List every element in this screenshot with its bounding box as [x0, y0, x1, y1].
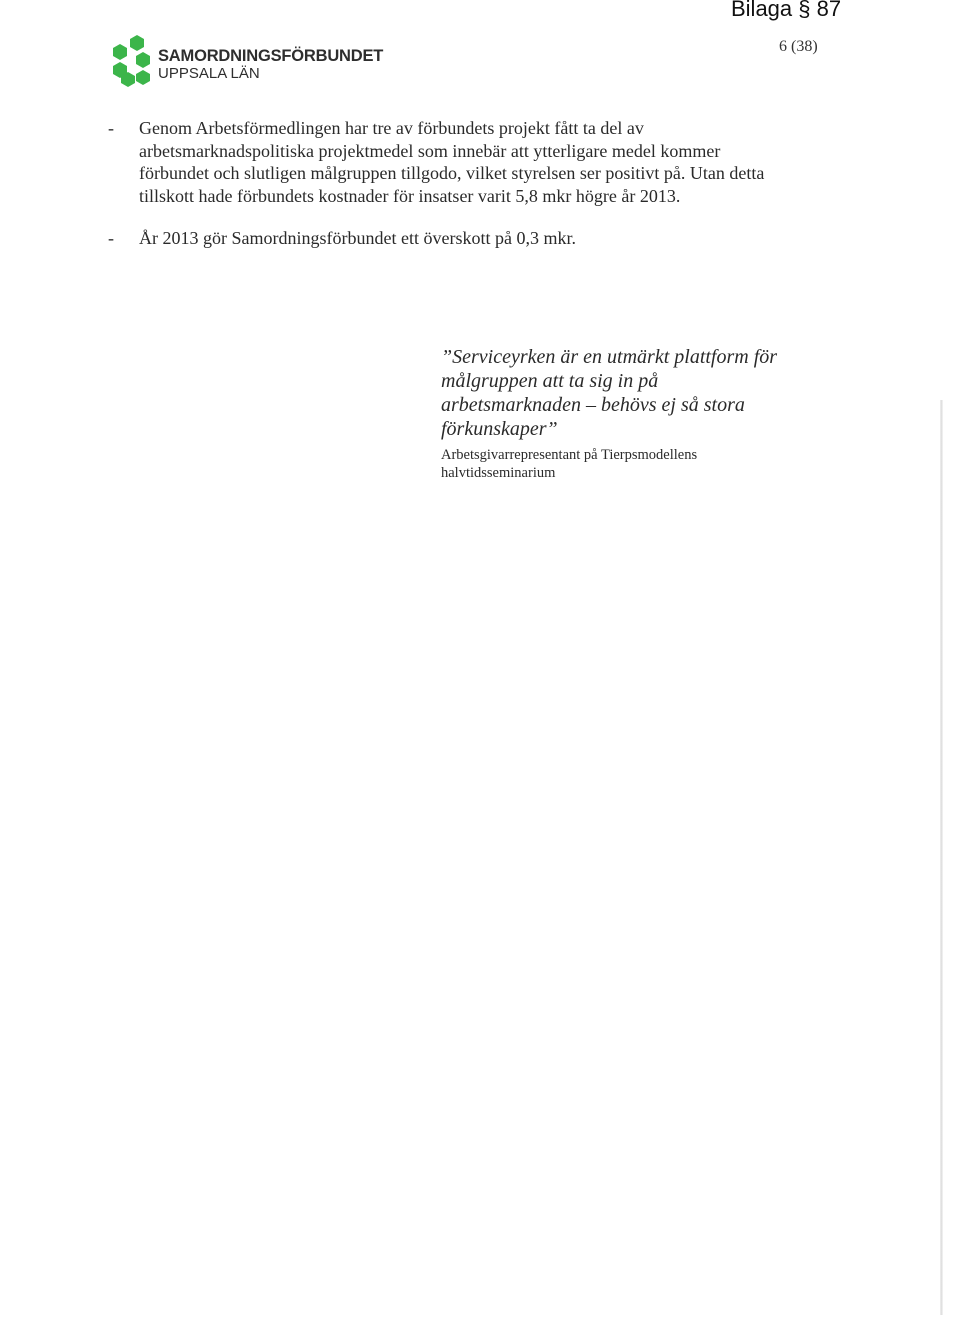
- page-number: 6 (38): [779, 38, 818, 55]
- list-item: [108, 117, 788, 207]
- scan-edge-line: [940, 400, 943, 1315]
- bullet-list: [108, 117, 788, 270]
- bullet-text: Genom Arbetsförmedlingen har tre av förbundets projekt fått ta del av arbetsmarknadspolitiska projektmedel som innebär att ytterligare medel kommer förbundet och slutligen målgruppen tillgodo, vilket styrelsen ser positivt på. Utan detta tillskott hade förbundets kostnader för insatser varit 5,8 mkr högre år 2013.: [139, 118, 765, 206]
- bilaga-label: Bilaga § 87: [731, 0, 842, 21]
- bullet-text: År 2013 gör Samordningsförbundet ett överskott på 0,3 mkr.: [139, 228, 576, 248]
- bullet-marker: -: [108, 228, 114, 248]
- logo-hexagon: [130, 35, 144, 51]
- quote-text: ”Serviceyrken är en utmärkt plattform för målgruppen att ta sig in på arbetsmarknaden – behövs ej så stora förkunskaper”: [441, 346, 778, 440]
- quote-attribution: Arbetsgivarrepresentant på Tierpsmodellens halvtidsseminarium: [441, 447, 698, 481]
- logo-hexagon: [113, 44, 127, 60]
- logo-name: SAMORDNINGSFÖRBUNDET: [158, 47, 384, 65]
- pull-quote: [441, 345, 781, 482]
- logo-hexagon: [136, 70, 150, 85]
- logo-region: UPPSALA LÄN: [158, 65, 260, 82]
- list-item: [108, 227, 788, 250]
- logo-hexagon: [136, 52, 150, 68]
- organization-logo: [110, 33, 400, 91]
- hexagon-cluster-icon: [110, 33, 154, 89]
- bullet-marker: -: [108, 118, 114, 138]
